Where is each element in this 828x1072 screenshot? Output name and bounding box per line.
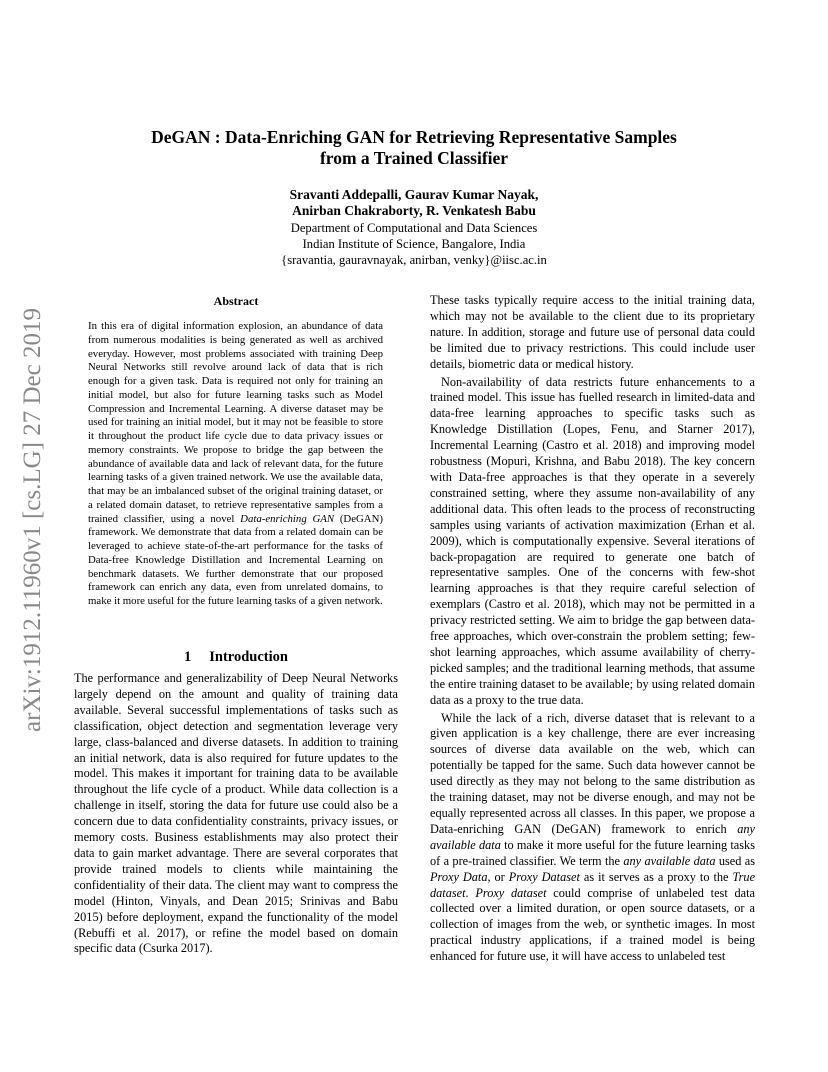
p4-italic-4: Proxy Dataset — [508, 869, 580, 884]
p4-text-a: While the lack of a rich, diverse dataset that is relevant to a given application is a key challenge, there are ever increasing sources of diverse data available on the web, which can potentially be tapped for the same. Such data however cannot be used directly as they may not belong to the same distribution as the training dataset, may not be diverse enough, and may not be equally represented across all classes. In this paper, we propose a Data-enriching GAN (DeGAN) framework to enrich — [430, 710, 755, 836]
intro-paragraph-1: The performance and generalizability of Deep Neural Networks largely depend on the amount and quality of training data available. Several successful implementations of tasks such as classification, object detection and segmentation leverage very large, class-balanced and diverse datasets. In addition to training an initial network, data is also required for future updates to the model. This makes it important for training data to be available throughout the life cycle of a product. While data collection is a challenge in itself, storing the data for future use could also be a concern due to data confidentiality constraints, privacy issues, or memory costs. Business establishments may also protect their data to gain market advantage. There are several corporates that provide trained models to clients while maintaining the confidentiality of their data. The client may want to compress the model (Hinton, Vinyals, and Dean 2015; Srinivas and Babu 2015) before deployment, expand the functionality of the model (Rebuffi et al. 2017), or refine the model based on domain specific data (Csurka 2017). — [74, 671, 398, 956]
affiliation-institute: Indian Institute of Science, Bangalore, India — [302, 237, 526, 251]
section-number: 1 — [184, 649, 192, 665]
p4-text-g: could comprise of unlabeled test data collected over a limited duration, or open source datasets, or a collection of images from the web, or synthetic images. In most practical industry applications, if a trained model is being enhanced for future use, it will have access to unlabeled test — [430, 885, 755, 964]
author-line-2: Anirban Chakraborty, R. Venkatesh Babu — [292, 203, 536, 218]
p4-text-d: , or — [487, 869, 509, 884]
abstract-text-2: (DeGAN) framework. We demonstrate that data from a related domain can be leveraged to achieve state-of-the-art performance for the tasks of Data-free Knowledge Distillation and Incremental Learning on benchmark datasets. We further demonstrate that our proposed framework can enrich any data, even from unrelated domains, to make it more useful for the future learning tasks of a given network. — [88, 512, 384, 607]
abstract-text-1: In this era of digital information explosion, an abundance of data from numerous modalities is being generated as well as archived everyday. However, most problems associated with training Deep Neural Networks still revolve around lack of data that is rich enough for a given task. Data is required not only for training an initial model, but also for future learning tasks such as Model Compression and Incremental Learning. A diverse dataset may be used for training an initial model, but it may not be feasible to store it throughout the product life cycle due to data privacy issues or memory constraints. We propose to bridge the gap between the abundance of available data and lack of relevant data, for the future learning tasks of a given trained network. We use the available data, that may be an imbalanced subset of the original training dataset, or a related domain dataset, to retrieve representative samples from a trained classifier, using a novel — [88, 320, 383, 525]
arxiv-stamp-text: arXiv:1912.11960v1 [cs.LG] 27 Dec 2019 — [19, 308, 46, 732]
intro-paragraph-4 — [430, 711, 755, 966]
p4-italic-2: any available data — [623, 853, 716, 868]
section-title: Introduction — [209, 649, 288, 665]
p4-text-c: used as — [715, 853, 755, 868]
p4-text-f: . — [465, 885, 476, 900]
p4-text-b: to make it more useful for the future learning tasks of a pre-trained classifier. We term the — [430, 837, 755, 868]
p4-italic-3: Proxy Data — [430, 869, 488, 884]
affiliation-department: Department of Computational and Data Sciences — [290, 221, 538, 235]
p4-italic-6: Proxy dataset — [475, 885, 547, 900]
title-line-1: DeGAN : Data-Enriching GAN for Retrieving Representative Samples — [151, 127, 677, 147]
author-line-1: Sravanti Addepalli, Gaurav Kumar Nayak, — [289, 187, 539, 202]
p4-italic-1: any available data — [430, 821, 755, 852]
title-line-2: from a Trained Classifier — [319, 148, 509, 168]
abstract-text-italic: Data-enriching GAN — [240, 512, 335, 525]
intro-left-column — [74, 671, 398, 957]
p4-italic-5: True dataset — [430, 869, 756, 900]
section-heading-introduction — [74, 649, 398, 666]
arxiv-stamp — [18, 280, 48, 760]
p4-text-e: as it serves as a proxy to the — [579, 869, 733, 884]
affiliation — [74, 220, 754, 268]
paper-header — [74, 127, 754, 268]
abstract-body — [88, 320, 383, 609]
paper-title — [74, 127, 754, 169]
abstract-heading: Abstract — [213, 294, 259, 308]
intro-paragraph-3: Non-availability of data restricts future enhancements to a trained model. This issue has fuelled research in limited-data and data-free learning approaches to specific tasks such as Knowledge Distillation (Lopes, Fenu, and Starner 2017), Incremental Learning (Castro et al. 2018) and improving model robustness (Mopuri, Krishna, and Babu 2018). The key concern with Data-free approaches is that they operate in a severely constrained setting, where they assume non-availability of any additional data. This often leads to the process of reconstructing samples using variants of activation maximization (Erhan et al. 2009), which is computationally expensive. Several iterations of back-propagation are required to generate one batch of representative samples. One of the concerns with few-shot learning approaches is that they require careful selection of exemplars (Castro et al. 2018), which may not be permitted in a privacy restricted setting. We aim to bridge the gap between data-free approaches, which over-constrain the problem setting; few-shot learning approaches, which assume availability of cherry-picked samples; and the traditional learning methods, that assume the entire training dataset to be available; by using related domain data as a proxy to the true data. — [430, 374, 755, 707]
right-column — [430, 293, 755, 965]
affiliation-emails: {sravantia, gauravnayak, anirban, venky}@iisc.ac.in — [281, 253, 547, 267]
abstract-paragraph — [88, 320, 383, 609]
intro-paragraph-2: These tasks typically require access to the initial training data, which may not be available to the client due to its proprietary nature. In addition, storage and future use of personal data could be limited due to privacy restrictions. This could include user details, biometric data or medical history. — [430, 293, 755, 371]
author-list — [74, 187, 754, 219]
